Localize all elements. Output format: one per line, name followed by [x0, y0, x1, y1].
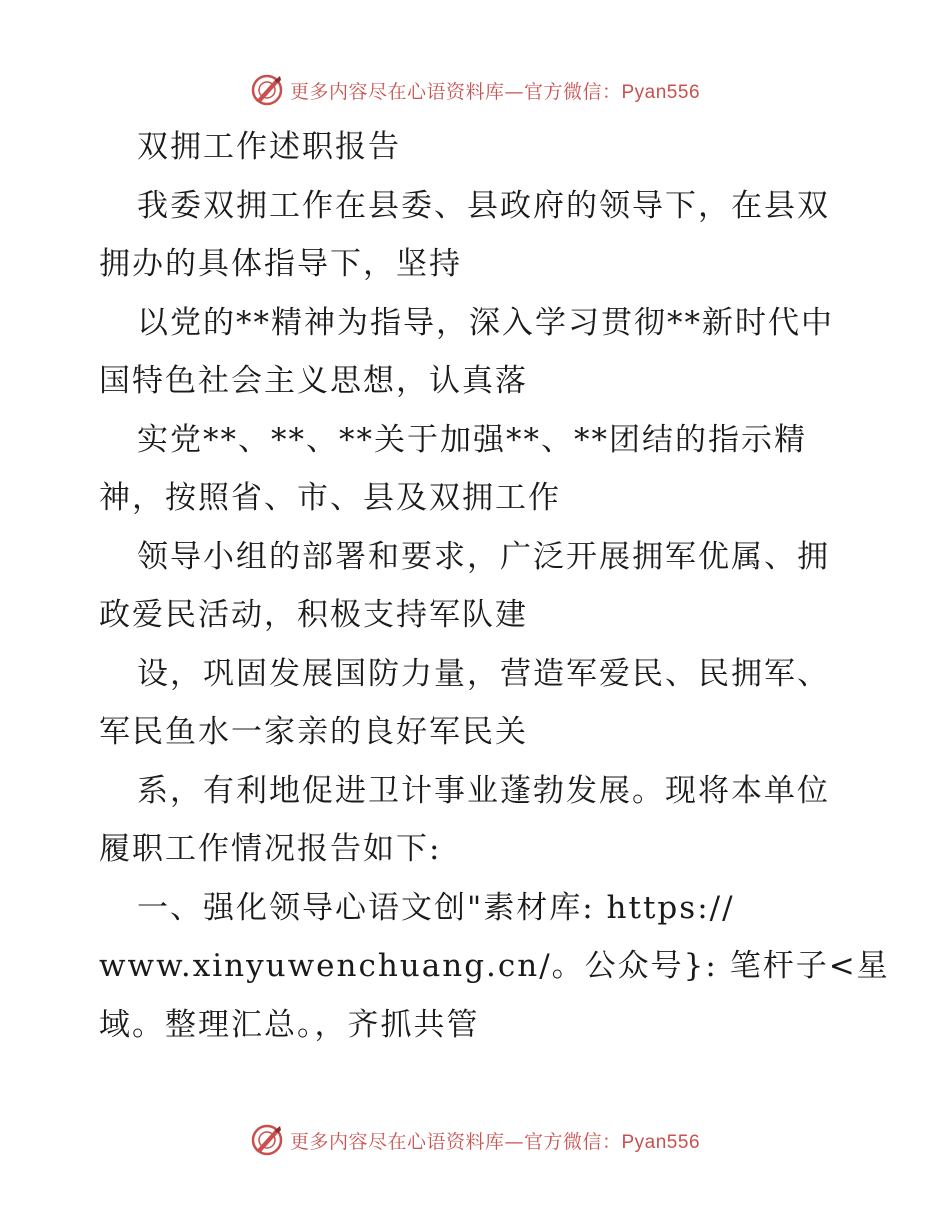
paragraph-line: 国特色社会主义思想，认真落 — [99, 363, 528, 399]
pen-logo-icon — [250, 1123, 284, 1157]
paragraph-line: 设，巩固发展国防力量，营造军爱民、民拥军、 — [137, 655, 830, 692]
banner-caption: 更多内容尽在心语资料库—官方微信： — [289, 1130, 622, 1153]
paragraph-line: 军民鱼水一家亲的良好军民关 — [99, 714, 528, 750]
footer-watermark-banner — [0, 1120, 950, 1160]
banner-wechat-handle: Pyan556 — [621, 81, 701, 103]
paragraph-line: 神，按照省、市、县及双拥工作 — [99, 480, 561, 516]
paragraph-line: 域。整理汇总。，齐抓共管 — [99, 1006, 480, 1043]
pen-logo-icon — [250, 73, 284, 107]
banner-wechat-handle: Pyan556 — [621, 1131, 701, 1153]
paragraph-line: 履职工作情况报告如下: — [99, 831, 442, 867]
banner-text — [290, 1127, 700, 1154]
paragraph-line: 一、强化领导心语文创"素材库: https:// — [137, 889, 735, 926]
paragraph-line: 实党**、**、**关于加强**、**团结的指示精 — [137, 421, 807, 458]
document-title: 双拥工作述职报告 — [137, 129, 401, 165]
paragraph-line: 系，有利地促进卫计事业蓬勃发展。现将本单位 — [137, 772, 830, 809]
banner-caption: 更多内容尽在心语资料库—官方微信： — [289, 80, 622, 103]
paragraph-line: 领导小组的部署和要求，广泛开展拥军优属、拥 — [137, 538, 830, 575]
paragraph-line: 拥办的具体指导下，坚持 — [99, 246, 462, 282]
paragraph-line: 我委双拥工作在县委、县政府的领导下，在县双 — [137, 187, 830, 224]
document-body — [99, 118, 890, 1054]
header-watermark-banner — [0, 70, 950, 110]
paragraph-line: 政爱民活动，积极支持军队建 — [99, 597, 528, 633]
paragraph-line: www.xinyuwenchuang.cn/。公众号}: 笔杆子<星 — [99, 948, 890, 984]
paragraph-line: 以党的**精神为指导，深入学习贯彻**新时代中 — [137, 304, 834, 341]
banner-text — [290, 77, 700, 104]
